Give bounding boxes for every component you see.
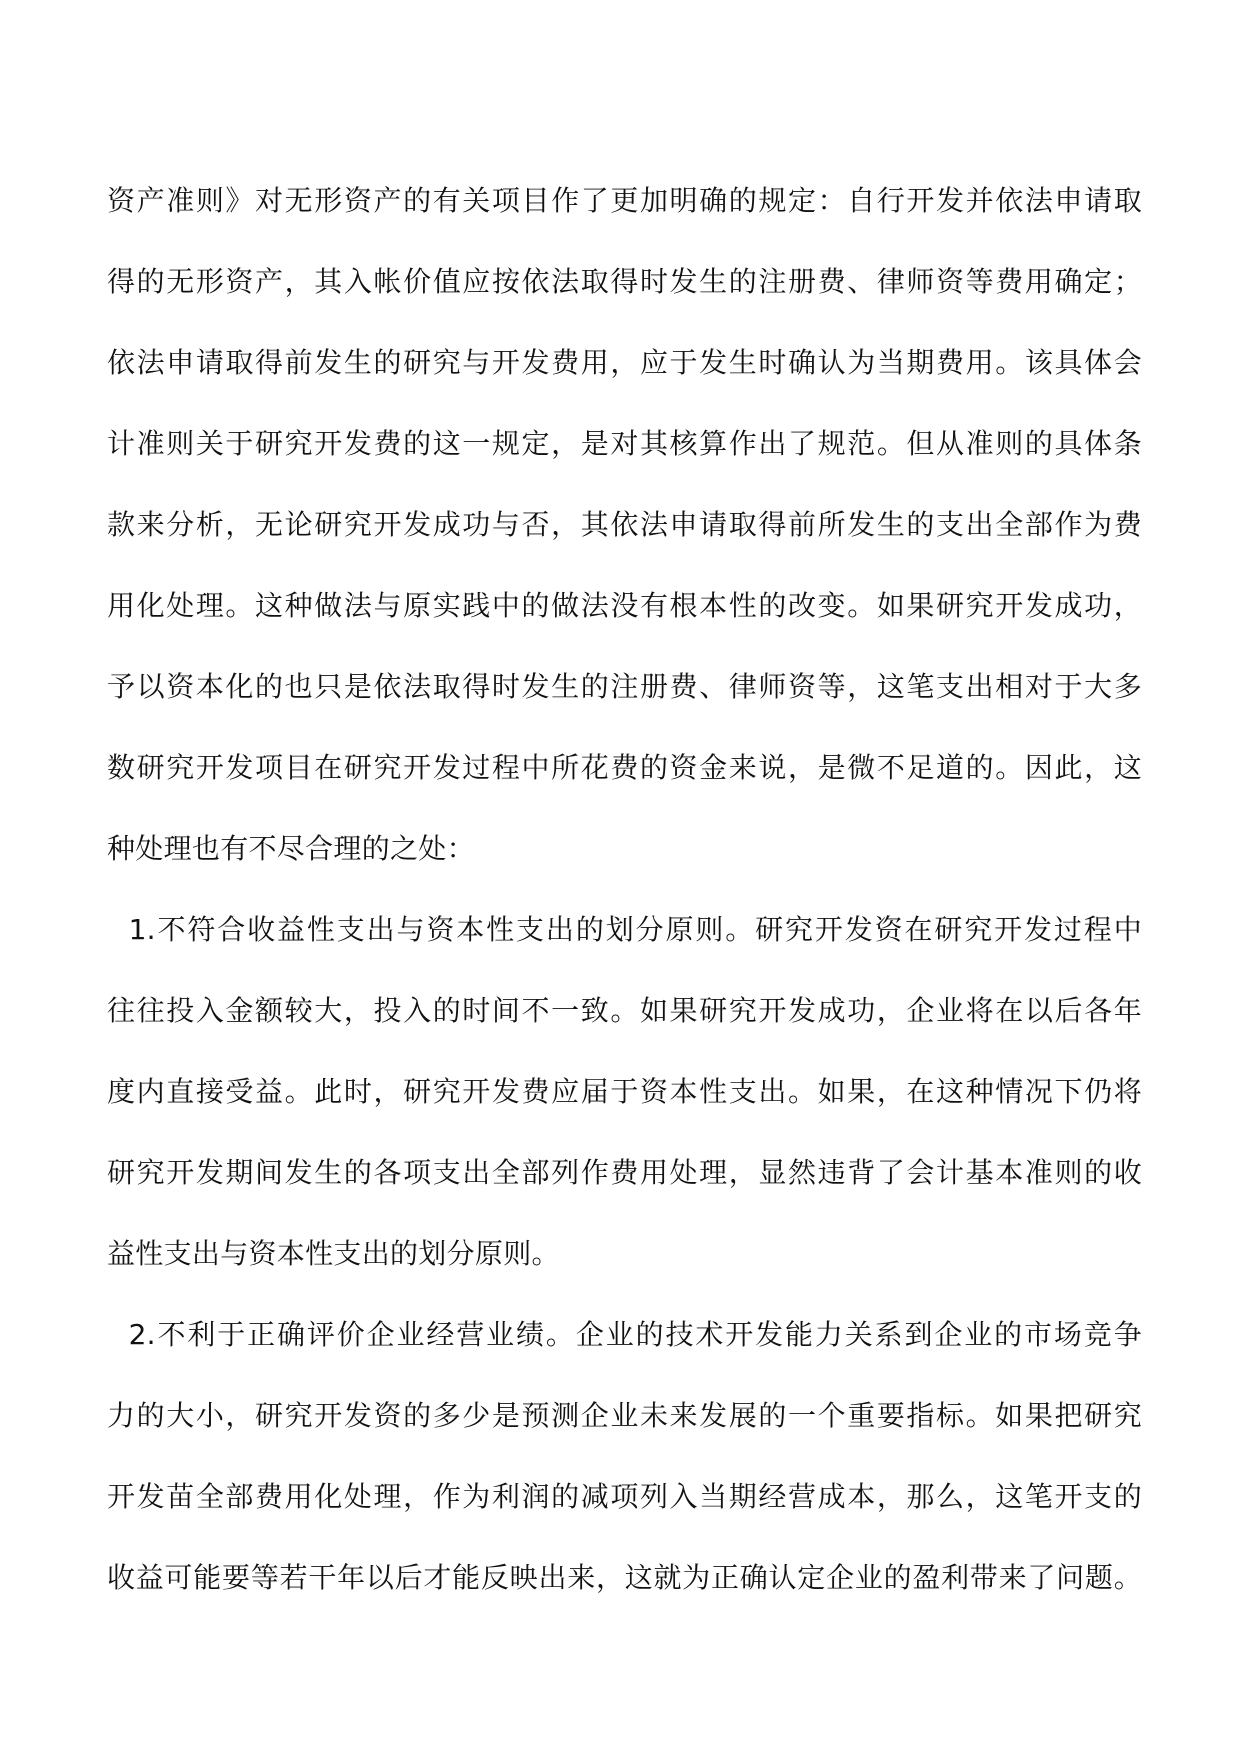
text-line: 1.不符合收益性支出与资本性支出的划分原则。研究开发资在研究开发过程中 xyxy=(107,913,1142,946)
document-body xyxy=(107,160,1142,1618)
text-line: 研究开发期间发生的各项支出全部列作费用处理，显然违背了会计基本准则的收 xyxy=(107,1156,1142,1189)
text-line: 开发苗全部费用化处理，作为利润的减项列入当期经营成本，那么，这笔开支的 xyxy=(107,1480,1142,1513)
text-line: 款来分析，无论研究开发成功与否，其依法申请取得前所发生的支出全部作为费 xyxy=(107,508,1142,541)
text-line: 往往投入金额较大，投入的时间不一致。如果研究开发成功，企业将在以后各年 xyxy=(107,994,1142,1027)
text-line: 用化处理。这种做法与原实践中的做法没有根本性的改变。如果研究开发成功， xyxy=(107,589,1142,622)
text-line: 得的无形资产，其入帐价值应按依法取得时发生的注册费、律师资等费用确定； xyxy=(107,265,1142,298)
text-line: 收益可能要等若干年以后才能反映出来，这就为正确认定企业的盈利带来了问题。 xyxy=(107,1561,1142,1594)
text-line: 种处理也有不尽合理的之处： xyxy=(107,832,475,865)
text-line: 2.不利于正确评价企业经营业绩。企业的技术开发能力关系到企业的市场竞争 xyxy=(107,1318,1142,1351)
text-line: 度内直接受益。此时，研究开发费应届于资本性支出。如果，在这种情况下仍将 xyxy=(107,1075,1142,1108)
text-line: 数研究开发项目在研究开发过程中所花费的资金来说，是微不足道的。因此，这 xyxy=(107,751,1142,784)
text-line: 予以资本化的也只是依法取得时发生的注册费、律师资等，这笔支出相对于大多 xyxy=(107,670,1142,703)
text-line: 计准则关于研究开发费的这一规定，是对其核算作出了规范。但从准则的具体条 xyxy=(107,427,1142,460)
text-line: 益性支出与资本性支出的划分原则。 xyxy=(107,1237,560,1270)
text-line: 力的大小，研究开发资的多少是预测企业未来发展的一个重要指标。如果把研究 xyxy=(107,1399,1142,1432)
text-line: 资产准则》对无形资产的有关项目作了更加明确的规定：自行开发并依法申请取 xyxy=(107,184,1142,217)
text-line: 依法申请取得前发生的研究与开发费用，应于发生时确认为当期费用。该具体会 xyxy=(107,346,1142,379)
